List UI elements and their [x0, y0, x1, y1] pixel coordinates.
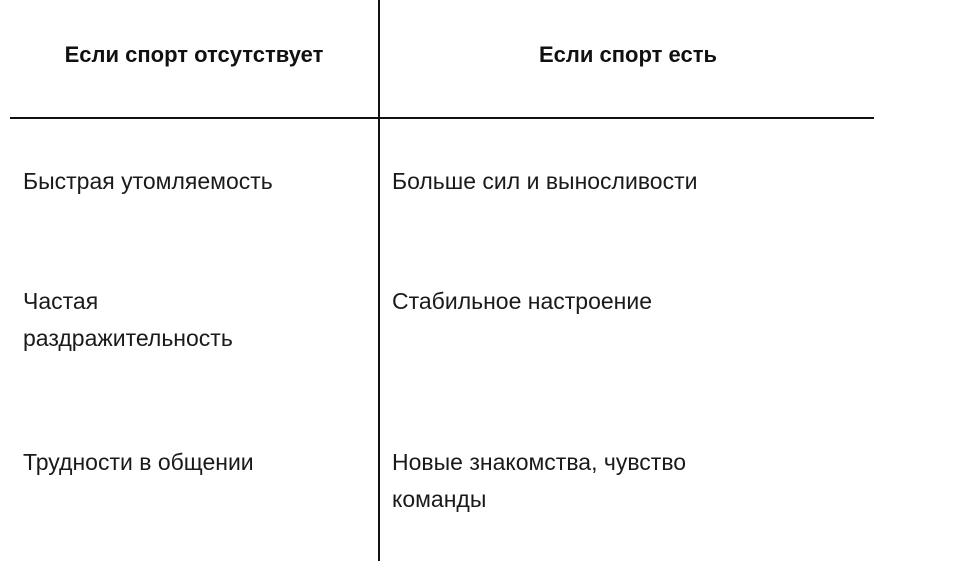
cell-no-sport-communication: Трудности в общении	[23, 449, 254, 475]
cell-with-sport-mood: Стабильное настроение	[392, 288, 653, 314]
vertical-divider	[378, 0, 380, 561]
header-no-sport: Если спорт отсутствует	[64, 42, 324, 67]
header-divider	[10, 117, 874, 119]
cell-with-sport-energy: Больше сил и выносливости	[392, 168, 698, 194]
cell-no-sport-irritability: Частая раздражительность	[23, 288, 233, 351]
header-with-sport: Если спорт есть	[539, 42, 717, 67]
cell-no-sport-fatigue: Быстрая утомляемость	[23, 168, 273, 194]
cell-with-sport-team: Новые знакомства, чувство команды	[392, 449, 687, 512]
